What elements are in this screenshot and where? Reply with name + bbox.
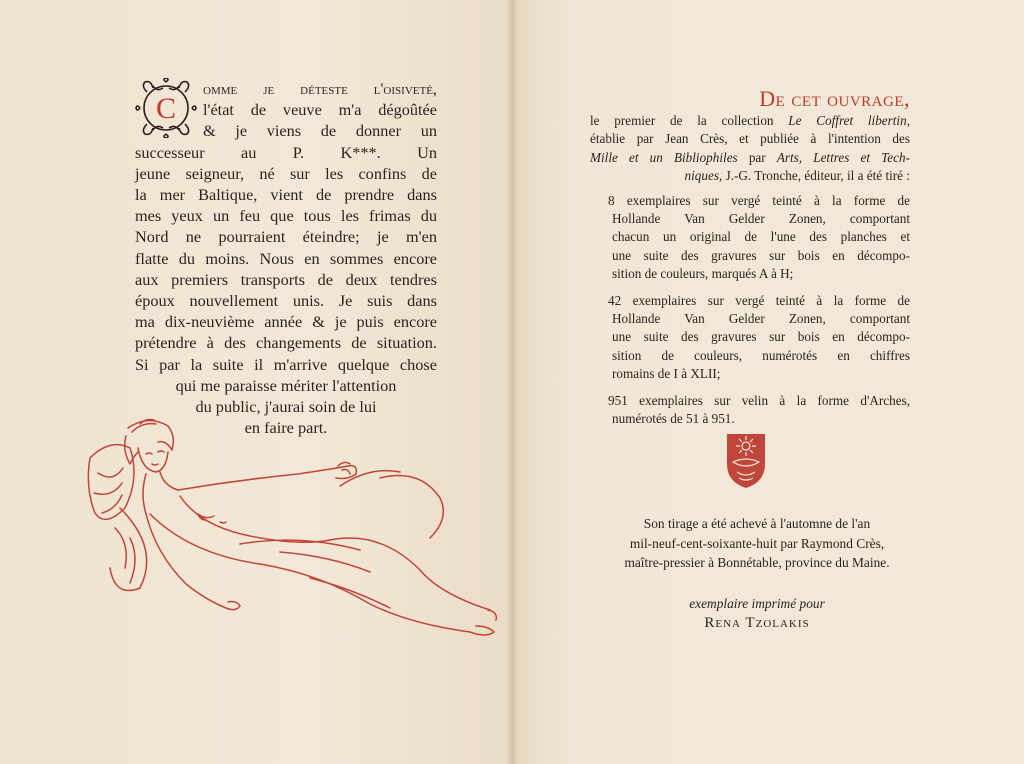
recipient-name: Rena Tzolakis bbox=[704, 615, 810, 631]
entry-line: Hollande Van Gelder Zonen, comportant bbox=[612, 211, 910, 227]
text-line: aux premiers transports de deux tendres bbox=[135, 269, 437, 289]
text-line: Si par la suite il m'arrive quelque chose bbox=[135, 354, 437, 374]
text-line: en faire part. bbox=[244, 418, 328, 438]
intro-line: Mille et un Bibliophiles par Arts, Lettres et Tech- bbox=[590, 149, 910, 165]
intro-line: niques, J.-G. Tronche, éditeur, il a été tiré : bbox=[684, 168, 910, 184]
colophon-line: Son tirage a été achevé à l'automne de l'an bbox=[643, 516, 871, 531]
entry-line: une suite des gravures sur bois en décompo- bbox=[612, 247, 910, 263]
text-line: qui me paraisse mériter l'attention bbox=[175, 375, 397, 395]
text-line: flatte du moins. Nous en sommes encore bbox=[135, 248, 437, 268]
text-line: successeur au P. K***. Un bbox=[135, 142, 437, 162]
text-line: omme je déteste l'oisiveté, bbox=[203, 79, 437, 98]
text-line: la mer Baltique, vient de prendre dans bbox=[135, 185, 437, 205]
text-line: du public, j'aurai soin de lui bbox=[195, 397, 377, 417]
text-line: ma dix-neuvième année & je puis encore bbox=[135, 312, 437, 332]
book-gutter bbox=[506, 0, 518, 764]
text-line: & je viens de donner un bbox=[203, 121, 437, 141]
page-heading: De cet ouvrage, bbox=[759, 86, 910, 111]
entry-line: sition de couleurs, marqués A à H; bbox=[612, 266, 794, 282]
entry-line: chacun un original de l'une des planches et bbox=[612, 229, 910, 245]
colophon-line: mil-neuf-cent-soixante-huit par Raymond Crès, bbox=[629, 535, 885, 551]
entry-line: une suite des gravures sur bois en décompo- bbox=[612, 329, 910, 345]
publisher-emblem-icon bbox=[725, 432, 767, 490]
edition-entry bbox=[590, 392, 910, 429]
reclining-figure-illustration bbox=[80, 418, 500, 648]
intro-paragraph bbox=[590, 112, 910, 186]
text-line: jeune seigneur, né sur les confins de bbox=[135, 163, 437, 183]
left-page-text bbox=[135, 78, 437, 438]
text-line: mes yeux un feu que tous les frimas du bbox=[135, 206, 437, 226]
ornamental-dropcap bbox=[135, 78, 197, 138]
printed-for-block bbox=[612, 594, 902, 632]
colophon bbox=[612, 514, 902, 573]
entry-line: 42 exemplaires sur vergé teinté à la forme de bbox=[608, 292, 910, 308]
text-line: prétendre à des changements de situation. bbox=[135, 333, 437, 353]
entry-line: 8 exemplaires sur vergé teinté à la forme de bbox=[608, 192, 910, 208]
edition-entry bbox=[590, 292, 910, 384]
dropcap-letter: C bbox=[155, 92, 177, 125]
entry-line: 951 exemplaires sur velin à la forme d'Arches, bbox=[608, 392, 910, 408]
intro-line: le premier de la collection Le Coffret libertin, bbox=[590, 113, 910, 128]
entry-line: numérotés de 51 à 951. bbox=[612, 411, 735, 427]
text-line: Nord ne pourraient éteindre; je m'en bbox=[135, 227, 437, 247]
edition-entry bbox=[590, 192, 910, 284]
right-page-text bbox=[590, 86, 910, 429]
printed-for-label: exemplaire imprimé pour bbox=[689, 596, 825, 611]
text-line: l'état de veuve m'a dégoûtée bbox=[203, 100, 437, 120]
text-line: époux nouvellement unis. Je suis dans bbox=[135, 291, 437, 311]
entry-line: Hollande Van Gelder Zonen, comportant bbox=[612, 311, 910, 327]
entry-line: sition de couleurs, numérotés en chiffres bbox=[612, 347, 910, 363]
colophon-line: maître-pressier à Bonnétable, province du Maine. bbox=[624, 555, 890, 570]
intro-line: établie par Jean Crès, et publiée à l'intention des bbox=[590, 131, 910, 147]
entry-line: romains de I à XLII; bbox=[612, 366, 721, 382]
